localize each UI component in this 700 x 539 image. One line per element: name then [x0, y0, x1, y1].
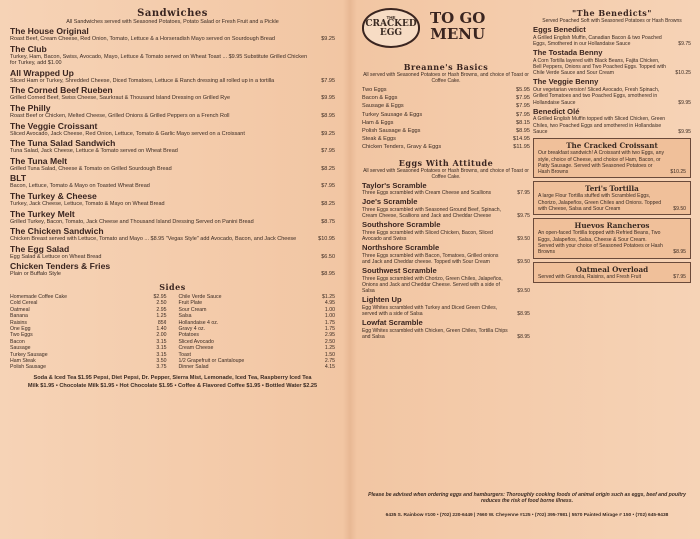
benedict-price: $9.95 — [678, 99, 691, 106]
sandwich-price: $8.75 — [321, 218, 335, 225]
side-name: Bacon — [10, 338, 25, 345]
side-name: Sliced Avocado — [178, 338, 214, 345]
benedict-name: The Veggie Benny — [533, 77, 599, 87]
sandwich-price: $7.95 — [321, 183, 335, 190]
side-name: One Egg — [10, 325, 31, 332]
sandwich-name: The Veggie Croissant — [10, 120, 98, 131]
side-price: 3.75 — [156, 364, 167, 371]
basics-name: Chicken Tenders, Gravy & Eggs — [362, 144, 442, 151]
benedict-desc-row — [533, 87, 691, 106]
sandwich-price: $8.25 — [321, 165, 335, 172]
sandwich-desc: Grilled Corned Beef, Swiss Cheese, Saurkraut & Thousand Island Dressing on Grilled Rye — [10, 95, 231, 102]
specialty-box — [533, 262, 691, 283]
sandwich-item — [10, 139, 335, 155]
basics-price: $7.95 — [516, 95, 530, 102]
attitude-item — [362, 221, 530, 242]
sandwich-desc-row — [10, 78, 335, 85]
attitude-subtitle: All served with Seasoned Potatoes or Hash Browns, and choice of Toast or Coffee Cake. — [363, 167, 529, 180]
logo-top: THE — [386, 15, 396, 20]
side-price: 2.00 — [156, 332, 167, 339]
benedicts-title: "The Benedicts" — [572, 8, 652, 18]
attitude-desc-row — [362, 253, 530, 265]
side-name: Fruit Plate — [178, 300, 203, 307]
sandwich-desc: Roast Beef or Chicken, Melted Cheese, Grilled Onions & Grilled Peppers on a French Roll — [10, 112, 230, 119]
specialty-desc-row — [538, 230, 686, 255]
basics-title: Breanne's Basics — [403, 62, 489, 72]
basics-name: Two Eggs — [362, 87, 387, 93]
sandwich-desc-row — [10, 95, 335, 102]
side-name: Sour Cream — [178, 306, 207, 313]
attitude-desc: Three Eggs scrambled with Seasoned Ground Beef, Spinach, Cream Cheese, Scallions and Jack and Cheddar Cheese — [362, 206, 502, 220]
attitude-name: Lighten Up — [362, 295, 402, 305]
basics-row — [362, 143, 530, 151]
attitude-desc-row — [362, 190, 530, 196]
specialty-title: The Cracked Croissant — [566, 141, 658, 151]
sandwich-price: $7.95 — [321, 77, 335, 84]
sandwich-desc-row — [10, 148, 335, 155]
left-column — [10, 8, 335, 390]
sandwich-item — [10, 245, 335, 261]
sandwich-name: All Wrapped Up — [10, 67, 74, 78]
attitude-name: Southwest Scramble — [362, 266, 437, 276]
side-price: 2.75 — [324, 357, 335, 364]
food-safety-note: Please be advised when ordering eggs and hamburgers: Thoroughly cooking foods of animal origin such as eggs, beef and poultry reduces the risk of food borne illness. — [368, 492, 686, 505]
sandwich-price: $8.25 — [321, 200, 335, 207]
attitude-title: Eggs With Attitude — [398, 157, 494, 168]
sandwich-desc-row — [10, 166, 335, 173]
attitude-desc-row — [362, 305, 530, 317]
attitude-name: Joe's Scramble — [362, 197, 418, 207]
side-price: 1.75 — [324, 319, 335, 326]
specialty-box — [533, 181, 691, 215]
middle-column — [362, 62, 530, 340]
sandwich-desc: Chicken Breast served with Lettuce, Tomato and Mayo ... $8.95 "Vegas Style" add Avocado, Bacon, and Jack Cheese — [10, 236, 297, 243]
attitude-price: $8.95 — [517, 333, 530, 340]
side-row — [10, 364, 167, 370]
specialty-desc-row — [538, 150, 686, 175]
sandwich-name: The Chicken Sandwich — [10, 226, 104, 237]
basics-name: Polish Sausage & Eggs — [362, 128, 421, 135]
side-name: Oatmeal — [10, 306, 30, 313]
basics-price: $8.15 — [516, 119, 530, 126]
benedict-desc: A Grilled English Muffin topped with Sliced Chicken, Green Chiles, two Poached Eggs and smothered in Hollandaise Sauce — [533, 116, 666, 135]
side-price: 2.50 — [156, 300, 167, 307]
benedict-desc: Our vegetarian version! Sliced Avocado, Fresh Spinach, Grilled Tomatoes and two Poached Eggs, smothered in Hollandaise Sauce — [533, 86, 660, 106]
specialty-desc: Our breakfast sandwich! A Croissant with two Eggs, any style, choice of Cheese, and choice of Ham, Bacon, or Patty Sausage. Served with Seasoned Potatoes or Hash Browns — [538, 150, 664, 176]
sides-table — [10, 294, 335, 371]
benedict-item — [533, 78, 691, 105]
benedict-price: $9.75 — [678, 40, 691, 47]
side-price: 85¢ — [157, 319, 167, 326]
basics-price: $7.95 — [516, 111, 530, 118]
side-name: Dinner Salad — [178, 364, 209, 371]
basics-name: Bacon & Eggs — [362, 95, 398, 102]
basics-list — [362, 86, 530, 152]
side-price: 1.25 — [324, 345, 335, 352]
sandwich-desc-row — [10, 131, 335, 138]
basics-name: Ham & Eggs — [362, 119, 394, 126]
sandwich-name: The Corned Beef Rueben — [10, 85, 113, 96]
benedict-name: Eggs Benedict — [533, 25, 586, 34]
sandwich-desc-row — [10, 201, 335, 208]
side-name: Polish Sausage — [10, 364, 47, 371]
attitude-desc: Three Eggs scrambled with Bacon, Tomatoes, Grilled onions and Jack and Cheddar cheese. Topped with Sour Cream — [362, 252, 499, 265]
sandwich-desc: Tuna Salad, Jack Cheese, Lettuce & Tomato served on Wheat Bread — [10, 148, 178, 155]
sandwich-name: The Club — [10, 43, 47, 54]
attitude-desc: Egg Whites scrambled with Turkey and Diced Green Chiles, served with a side of Salsa — [362, 304, 498, 317]
benedict-list — [533, 26, 691, 135]
to-go-line-2: MENU — [430, 25, 486, 43]
sandwich-item — [10, 174, 335, 190]
cracked-egg-logo — [362, 8, 420, 48]
side-price: 3.15 — [156, 351, 167, 358]
sandwich-name: BLT — [10, 173, 27, 184]
specialty-desc-row — [538, 274, 686, 280]
benedict-price: $9.95 — [678, 128, 691, 135]
benedict-desc: A Corn Tortilla layered with Black Beans, Fajita Chicken, Bell Peppers, Onions and Two Poached Eggs. Topped with Chile Verde Sauce and Sour Cream — [533, 57, 666, 77]
sandwich-desc: Turkey, Jack Cheese, Lettuce, Tomato & Mayo on Wheat Bread — [10, 200, 165, 207]
sandwich-item — [10, 122, 335, 138]
sandwich-name: The Turkey Melt — [10, 208, 75, 219]
specialty-box — [533, 138, 691, 178]
side-price: 1.00 — [324, 306, 335, 313]
sandwich-price: $8.95 — [321, 112, 335, 119]
benedict-desc-row — [533, 35, 691, 48]
attitude-price: $9.75 — [517, 213, 530, 220]
sandwich-desc: Bacon, Lettuce, Tomato & Mayo on Toasted Wheat Bread — [10, 183, 150, 190]
attitude-price: $9.50 — [517, 287, 530, 294]
side-name: Gravy 4 oz. — [178, 325, 206, 332]
sandwich-desc-row — [10, 236, 335, 243]
basics-row — [362, 135, 530, 143]
sandwich-item — [10, 210, 335, 226]
side-name: Hollandaise 4 oz. — [178, 319, 219, 326]
basics-row — [362, 86, 530, 94]
sandwiches-subtitle: All Sandwiches served with Seasoned Potatoes, Potato Salad or Fresh Fruit and a Pickle — [66, 19, 279, 25]
sandwich-name: The Philly — [10, 102, 51, 113]
attitude-price: $7.95 — [517, 190, 530, 197]
basics-subtitle: All served with Seasoned Potatoes or Hash Browns, and choice of Toast or Coffee Cake. — [363, 72, 529, 84]
sandwiches-title: Sandwiches — [137, 8, 208, 19]
side-name: Banana — [10, 313, 28, 320]
specialty-title: Oatmeal Overload — [575, 264, 649, 274]
right-column — [533, 8, 691, 283]
attitude-price: $9.50 — [517, 258, 530, 265]
sandwich-item — [10, 262, 335, 278]
specialty-desc: Served with Granola, Raisins, and Fresh Fruit — [538, 273, 642, 280]
sandwich-item — [10, 69, 335, 85]
side-price: 2.95 — [324, 332, 335, 339]
sandwich-list — [10, 27, 335, 278]
side-price: 1.75 — [324, 325, 335, 332]
specialty-desc-row — [538, 193, 686, 212]
sandwich-desc: Turkey, Ham, Bacon, Swiss, Avocado, Mayo, Lettuce & Tomato served on Wheat Toast ... $9.95 Substitute Grilled Chicken for Turkey, add $1.00 — [10, 53, 308, 67]
sandwich-desc: Sliced Avocado, Jack Cheese, Red Onion, Lettuce, Tomato & Garlic Mayo served on a Croissant — [10, 130, 245, 137]
sandwich-item — [10, 27, 335, 43]
attitude-name: Northshore Scramble — [362, 243, 440, 253]
benedict-desc: A Grilled English Muffin, Canadian Bacon & two Poached Eggs, Smothered in our Hollandaise Sauce — [533, 34, 662, 47]
sandwich-desc-row — [10, 183, 335, 190]
benedict-price: $10.25 — [675, 70, 691, 77]
benedict-item — [533, 49, 691, 76]
attitude-price: $8.95 — [517, 310, 530, 317]
attitude-item — [362, 319, 530, 340]
side-name: Toast — [178, 351, 191, 358]
sandwich-item — [10, 157, 335, 173]
side-name: Two Eggs — [10, 332, 33, 339]
side-price: 4.95 — [324, 300, 335, 307]
to-go-menu-title — [430, 10, 485, 42]
store-addresses: 6435 S. Rainbow #100 • (702) 220-6449 | 7660 W. Cheyenne #125 • (702) 395-7981 | 5570 Painted Mirage # 150 • (702) 645-9438 — [385, 513, 669, 518]
side-name: Sausage — [10, 345, 31, 352]
sandwich-name: The Tuna Melt — [10, 155, 68, 166]
attitude-desc: Three Eggs scrambled with Cream Cheese and Scallions — [362, 190, 492, 197]
sandwich-name: The Turkey & Cheese — [10, 190, 97, 201]
side-name: Cold Cereal — [10, 300, 38, 307]
side-name: Turkey Sausage — [10, 351, 48, 358]
attitude-desc-row — [362, 207, 530, 219]
basics-name: Sausage & Eggs — [362, 103, 404, 110]
benedict-desc-row — [533, 58, 691, 77]
side-name: Salsa — [178, 313, 192, 320]
basics-price: $8.95 — [516, 128, 530, 135]
side-price: 2.50 — [324, 338, 335, 345]
sandwich-item — [10, 86, 335, 102]
sandwich-item — [10, 227, 335, 243]
side-name: Potatoes — [178, 332, 199, 339]
basics-row — [362, 94, 530, 102]
sandwich-price: $7.95 — [321, 148, 335, 155]
benedict-name: The Tostada Benny — [533, 48, 603, 58]
side-price: 3.15 — [156, 345, 167, 352]
side-name: Chile Verde Sauce — [178, 293, 222, 300]
side-row — [179, 364, 336, 370]
sandwich-price: $6.50 — [321, 253, 335, 260]
sandwich-name: The Egg Salad — [10, 243, 70, 254]
side-price: 1.25 — [156, 313, 167, 320]
basics-row — [362, 102, 530, 110]
logo-name: CRACKED EGG — [365, 19, 417, 38]
sandwich-desc: Grilled Tuna Salad, Cheese & Tomato on Grilled Sourdough Bread — [10, 165, 172, 172]
side-name: Ham Steak — [10, 357, 36, 364]
side-price: $1.25 — [322, 293, 335, 300]
drinks-line-1: Soda & Iced Tea $1.95 Pepsi, Diet Pepsi, Dr. Pepper, Sierra Mist, Lemonade, Iced Tea, Raspberry Iced Tea — [33, 374, 312, 381]
specialty-title: Huevos Rancheros — [574, 221, 650, 231]
sides-title: Sides — [159, 281, 186, 292]
sandwich-desc-row — [10, 219, 335, 226]
side-name: Raisins — [10, 319, 28, 326]
basics-price: $14.95 — [512, 136, 530, 143]
attitude-desc: Three Eggs scrambled with Sliced Chicken, Bacon, Sliced Avocado and Swiss — [362, 229, 493, 242]
attitude-item — [362, 198, 530, 219]
side-price: 3.15 — [156, 338, 167, 345]
sandwich-desc: Grilled Turkey, Bacon, Tomato, Jack Cheese and Thousand Island Dressing Served on Panini Bread — [10, 218, 254, 225]
sandwich-name: Chicken Tenders & Fries — [10, 261, 111, 272]
sandwich-name: The Tuna Salad Sandwich — [10, 138, 116, 149]
sides-left-column — [10, 294, 167, 371]
side-name: Homemade Coffee Cake — [10, 293, 67, 300]
specialty-price: $7.95 — [673, 273, 686, 280]
specialty-desc: A large Flour Tortilla stuffed with Scrambled Eggs, Chorizo, Jalapeños, Green Chiles and Onions. Topped with Cheese, Salsa and Sour Cream — [538, 193, 662, 213]
attitude-list — [362, 182, 530, 340]
basics-row — [362, 119, 530, 127]
drinks-line-2: Milk $1.95 • Chocolate Milk $1.95 • Hot Chocolate $1.95 • Coffee & Flavored Coffee $1.95 • Bottled Water $2.25 — [27, 382, 318, 389]
benedict-desc-row — [533, 116, 691, 135]
sandwich-desc-row — [10, 54, 335, 67]
attitude-item — [362, 244, 530, 265]
specialty-price: $9.50 — [673, 206, 686, 213]
specialty-boxes — [533, 138, 691, 283]
attitude-name: Southshore Scramble — [362, 220, 441, 230]
basics-name: Turkey Sausage & Eggs — [362, 111, 423, 118]
specialty-price: $8.95 — [673, 249, 686, 256]
side-price: 3.50 — [156, 357, 167, 364]
attitude-desc-row — [362, 230, 530, 242]
sides-right-column — [179, 294, 336, 371]
specialty-price: $10.25 — [670, 169, 686, 176]
side-price: 4.15 — [324, 364, 335, 371]
sandwich-item — [10, 104, 335, 120]
side-price: 1.50 — [324, 351, 335, 358]
sandwich-desc-row — [10, 271, 335, 278]
attitude-desc-row — [362, 276, 530, 295]
attitude-item — [362, 182, 530, 197]
attitude-desc-row — [362, 328, 530, 340]
side-name: Cream Cheese — [178, 345, 214, 352]
benedicts-subtitle: Served Poached Soft with Seasoned Potatoes or Hash Browns — [542, 18, 682, 24]
attitude-item — [362, 267, 530, 294]
sandwich-desc: Roast Beef, Cream Cheese, Red Onion, Tomato, Lettuce & a Horseradish Mayo served on Sourdough Bread — [10, 36, 275, 42]
benedict-item — [533, 26, 691, 47]
specialty-title: Teri's Tortilla — [585, 184, 639, 194]
attitude-desc: Egg Whites scrambled with Chicken, Green Chiles, Tortilla Chips and Salsa — [362, 327, 508, 340]
attitude-desc: Three Eggs scrambled with Chorizo, Green Chiles, Jalapeños, Onions and Jack and Cheddar Cheese. Served with a side of Salsa — [362, 275, 503, 294]
basics-row — [362, 111, 530, 119]
sandwich-desc-row — [10, 254, 335, 261]
sandwich-price: $8.95 — [321, 271, 335, 278]
basics-price: $7.95 — [516, 103, 530, 110]
sandwich-item — [10, 45, 335, 67]
basics-price: $5.95 — [516, 87, 530, 93]
to-go-line-1: TO GO — [430, 9, 486, 27]
specialty-box — [533, 218, 691, 258]
side-price: $2.95 — [153, 293, 167, 300]
basics-price: $11.95 — [513, 144, 530, 151]
sandwich-desc: Sliced Ham or Turkey, Shredded Cheese, Diced Tomatoes, Lettuce & Ranch dressing all rolled up in a tortilla — [10, 77, 275, 84]
attitude-price: $9.50 — [517, 235, 530, 242]
side-price: 2.95 — [156, 306, 167, 313]
attitude-name: Lowfat Scramble — [362, 318, 423, 328]
side-price: 1.40 — [156, 325, 167, 332]
sandwich-desc: Egg Salad & Lettuce on Wheat Bread — [10, 253, 102, 260]
sandwich-name: The House Original — [10, 26, 89, 36]
specialty-desc: An open-faced Tortilla topped with Refried Beans, Two Eggs, Jalapeños, Salsa, Cheese & Sour Cream. Served with your choice of Seasoned Potatoes or Hash Browns — [538, 230, 663, 256]
benedict-item — [533, 108, 691, 135]
attitude-item — [362, 296, 530, 317]
side-name: 1/2 Grapefruit or Cantaloupe — [178, 357, 245, 364]
sandwich-item — [10, 192, 335, 208]
sandwich-desc-row — [10, 36, 335, 43]
sandwich-price: $9.25 — [321, 36, 335, 42]
basics-name: Steak & Eggs — [362, 136, 396, 143]
side-price: 1.00 — [324, 313, 335, 320]
attitude-name: Taylor's Scramble — [362, 180, 427, 190]
sandwich-desc-row — [10, 113, 335, 120]
benedict-name: Benedict Olé — [533, 106, 580, 116]
sandwich-price: $9.25 — [321, 130, 335, 137]
basics-row — [362, 127, 530, 135]
sandwich-desc: Plain or Buffalo Style — [10, 271, 61, 278]
sandwich-price: $9.95 — [321, 95, 335, 102]
sandwich-price: $10.95 — [318, 236, 335, 243]
